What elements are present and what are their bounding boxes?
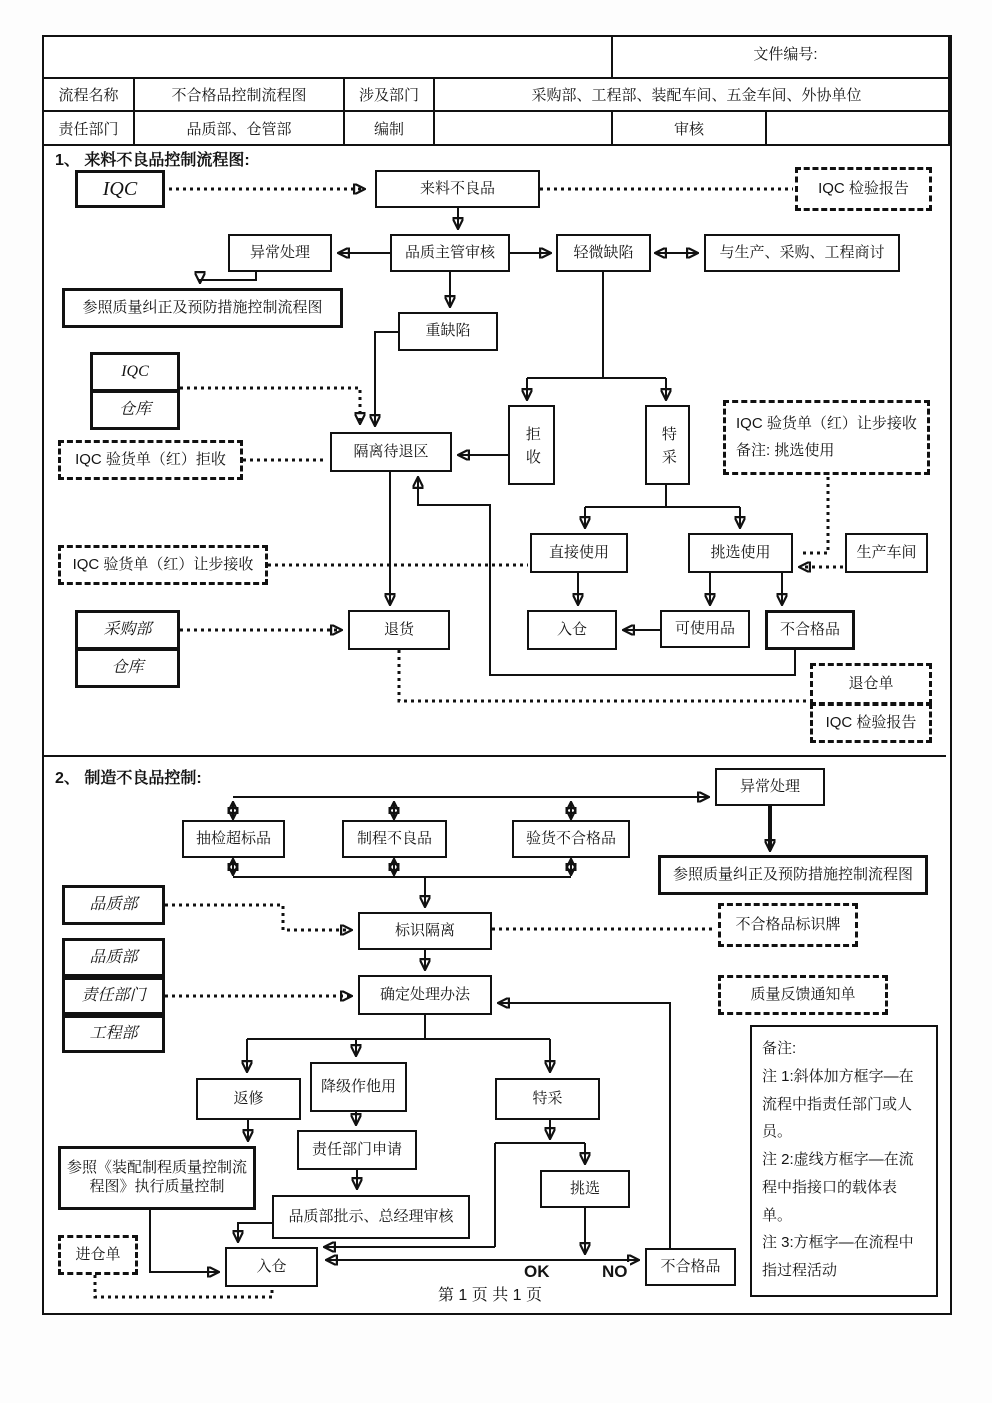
box-quality-dept-1: 品质部 — [62, 885, 165, 925]
involved-depts-label: 涉及部门 — [343, 77, 435, 112]
box-defect-tag: 不合格品标识牌 — [718, 903, 858, 947]
note-1: 注 1:斜体加方框字—在流程中指责任部门或人员。 — [762, 1067, 914, 1141]
box-defective-1: 不合格品 — [765, 610, 855, 650]
box-ref-corrective-flow-1: 参照质量纠正及预防措施控制流程图 — [62, 288, 343, 328]
box-ref-assembly-quality-flow: 参照《装配制程质量控制流程图》执行质量控制 — [58, 1146, 256, 1210]
flow-name-value: 不合格品控制流程图 — [133, 77, 345, 112]
box-decide-handling: 确定处理办法 — [358, 975, 492, 1015]
resp-dept-label: 责任部门 — [42, 110, 135, 146]
box-abnormal-handling-1: 异常处理 — [228, 234, 332, 272]
box-iqc-red-reject-slip: IQC 验货单（红）拒收 — [58, 440, 243, 480]
box-sorting: 挑选 — [540, 1170, 630, 1208]
section2-title: 2、 制造不良品控制: — [55, 770, 202, 787]
page-number: 第 1 页 共 1 页 — [437, 1287, 543, 1304]
box-defective-2: 不合格品 — [645, 1248, 736, 1286]
box-major-defect: 重缺陷 — [398, 312, 498, 351]
box-rework: 返修 — [196, 1078, 301, 1120]
note-3: 注 3:方框字—在流程中指过程活动 — [762, 1234, 914, 1279]
box-warehouse-1: 仓库 — [90, 390, 180, 430]
box-abnormal-handling-2: 异常处理 — [715, 768, 825, 806]
box-reject: 拒收 — [508, 405, 555, 485]
resp-dept-value: 品质部、仓管部 — [133, 110, 345, 146]
note-2: 注 2:虚线方框字—在流程中指接口的载体表单。 — [762, 1151, 914, 1224]
box-quality-dept-2: 品质部 — [62, 938, 165, 977]
box-warehouse-2: 仓库 — [75, 648, 180, 688]
label-no: NO — [602, 1262, 628, 1281]
concession-line2: 备注: 挑选使用 — [736, 441, 835, 459]
box-inspection-defect: 验货不合格品 — [512, 820, 630, 858]
box-return-warehouse-slip: 退仓单 — [810, 663, 932, 705]
box-mark-quarantine: 标识隔离 — [358, 912, 492, 950]
box-incoming-warehouse-slip: 进仓单 — [58, 1235, 138, 1275]
box-production-shop: 生产车间 — [845, 533, 928, 573]
box-iqc: IQC — [75, 170, 165, 208]
box-direct-use: 直接使用 — [530, 533, 628, 573]
doc-number-label: 文件编号: — [611, 35, 950, 79]
box-ref-corrective-flow-2: 参照质量纠正及预防措施控制流程图 — [658, 855, 928, 895]
box-warehousing-2: 入仓 — [225, 1247, 318, 1287]
flow-name-label: 流程名称 — [42, 77, 135, 112]
prepared-by-value — [433, 110, 613, 146]
box-process-defect: 制程不良品 — [342, 820, 447, 858]
label-ok: OK — [524, 1262, 550, 1281]
box-resp-dept-apply: 责任部门申请 — [297, 1130, 417, 1170]
box-sort-use: 挑选使用 — [688, 533, 793, 573]
box-quality-gm-approval: 品质部批示、总经理审核 — [272, 1195, 470, 1239]
box-warehousing-1: 入仓 — [527, 610, 617, 650]
box-iqc-inspection-report: IQC 检验报告 — [795, 167, 932, 211]
reviewed-by-label: 审核 — [611, 110, 767, 146]
box-iqc-inspection-report-2: IQC 检验报告 — [810, 703, 932, 743]
box-sampling-over-standard: 抽检超标品 — [182, 820, 285, 858]
box-iqc-red-concession-slip: IQC 验货单（红）让步接收 — [58, 545, 268, 585]
box-quarantine-return-area: 隔离待退区 — [330, 432, 452, 472]
box-iqc-2: IQC — [90, 352, 180, 392]
concession-line1: IQC 验货单（红）让步接收 — [736, 414, 917, 432]
header-empty-cell — [42, 35, 613, 79]
box-supervisor-review: 品质主管审核 — [390, 234, 510, 272]
box-purchasing-dept: 采购部 — [75, 610, 180, 650]
box-return-goods: 退货 — [348, 610, 450, 650]
section1-title: 1、 来料不良品控制流程图: — [55, 152, 250, 169]
box-iqc-red-concession-note — [723, 400, 930, 475]
box-special-acceptance-2: 特采 — [495, 1078, 600, 1120]
prepared-by-label: 编制 — [343, 110, 435, 146]
reviewed-by-value — [765, 110, 950, 146]
box-downgrade-use: 降级作他用 — [310, 1062, 407, 1112]
box-usable-goods: 可使用品 — [660, 610, 750, 648]
box-incoming-defect: 来料不良品 — [375, 170, 540, 208]
box-discuss-with-depts: 与生产、采购、工程商讨 — [704, 234, 900, 272]
notes-title: 备注: — [762, 1040, 797, 1057]
box-special-acceptance-1: 特采 — [645, 405, 690, 485]
box-responsible-dept: 责任部门 — [62, 977, 165, 1015]
notes-box — [750, 1025, 938, 1297]
box-quality-feedback-slip: 质量反馈通知单 — [718, 975, 888, 1015]
involved-depts-value: 采购部、工程部、装配车间、五金车间、外协单位 — [433, 77, 950, 112]
box-minor-defect: 轻微缺陷 — [556, 234, 651, 272]
box-engineering-dept: 工程部 — [62, 1015, 165, 1053]
